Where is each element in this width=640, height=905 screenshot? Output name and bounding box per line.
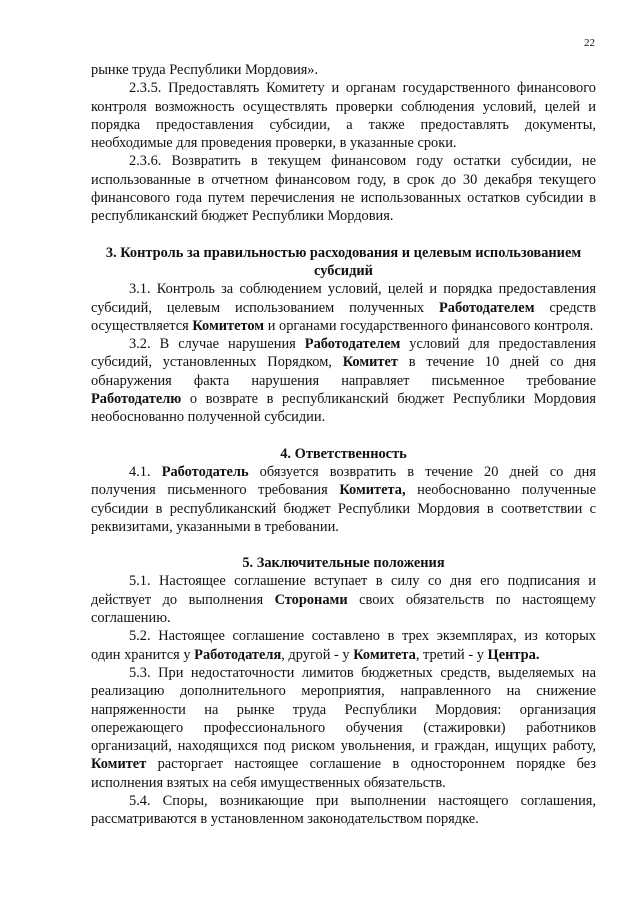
text-run: средств осуществляется: [91, 299, 596, 334]
paragraph-5-4: 5.4. Споры, возникающие при выполнении настоящего соглашения, рассматриваются в установленном законодательством порядке.: [91, 792, 596, 828]
text-run: 3.2. В случае нарушения: [129, 336, 305, 353]
text-run: о возврате в республиканский бюджет Республики Мордовия необоснованно полученной субсидии.: [91, 391, 596, 426]
bold-term: Работодателя: [194, 646, 282, 663]
paragraph-3-1: [91, 280, 596, 335]
text-run: обязуется возвратить в течение 20 дней со дня получения письменного требования: [91, 463, 597, 499]
text-run: своих обязательств по настоящему соглашению.: [91, 591, 596, 627]
bold-term: Работодателем: [304, 336, 401, 353]
text-run: 5.1. Настоящее соглашение вступает в силу со дня его подписания и действует до выполнения: [91, 573, 596, 608]
text-run: расторгает настоящее соглашение в одностороннем порядке без исполнения взятых на себя имущественных обязательств.: [91, 756, 596, 791]
bold-term: Сторонами: [274, 591, 348, 608]
text-run: , другой - у: [281, 646, 354, 663]
paragraph-2-3-6: 2.3.6. Возвратить в текущем финансовом году остатки субсидии, не использованные в отчетном финансовом году, в срок до 30 декабря текущего финансового года путем перечисления не использованных остатков субсидии в республиканский бюджет Республики Мордовия.: [91, 153, 596, 225]
paragraph-continuation: рынке труда Республики Мордовия».: [91, 62, 319, 78]
text-run: 5.3. При недостаточности лимитов бюджетных средств, выделяемых на реализацию дополнительного мероприятия, направленного на снижение напряженности на рынке труда Республики Мордовия: организация опережающего профессионального обучения (стажировки) работников организаций, находящихся под риском увольнения, и граждан, ищущих работу,: [91, 664, 596, 755]
bold-term: Работодателем: [439, 299, 535, 316]
paragraph-2-3-5: 2.3.5. Предоставлять Комитету и органам государственного финансового контроля возможность осуществлять проверки соблюдения условий, целей и порядка предоставления субсидии, а также предоставлять документы, необходимые для проведения проверки, в указанные сроки.: [91, 80, 596, 152]
text-run: 5.2. Настоящее соглашение составлено в трех экземплярах, из которых один хранится у: [91, 628, 596, 663]
document-body: [91, 61, 596, 829]
bold-term: Работодателю: [91, 391, 182, 408]
section-5-heading: 5. Заключительные положения: [242, 555, 445, 572]
bold-term: Центра.: [487, 646, 540, 663]
bold-term: Комитетом: [192, 317, 265, 334]
bold-term: Работодатель: [161, 463, 249, 480]
text-run: 3.1. Контроль за соблюдением условий, целей и порядка предоставления субсидий, целевым использованием полученных: [91, 281, 596, 316]
text-run: необоснованно полученные субсидии в республиканский бюджет Республики Мордовия в соответствии с реквизитами, указанными в требовании.: [91, 482, 596, 535]
paragraph-5-1: [91, 572, 596, 627]
bold-term: Комитета,: [339, 482, 406, 499]
section-3-heading: 3. Контроль за правильностью расходования и целевым использованием субсидий: [105, 244, 582, 279]
section-4-heading: 4. Ответственность: [280, 445, 407, 462]
page-number: 22: [584, 37, 595, 49]
text-run: 4.1.: [129, 463, 162, 480]
text-run: и органами государственного финансового контроля.: [264, 317, 594, 334]
bold-term: Комитет: [342, 354, 398, 371]
text-run: в течение 10 дней со дня обнаружения факта нарушения направляет письменное требование: [91, 354, 596, 389]
paragraph-5-3: [91, 664, 596, 792]
text-run: условий для предоставления субсидий, установленных Порядком,: [91, 336, 596, 371]
bold-term: Комитет: [91, 756, 147, 773]
paragraph-3-2: [91, 335, 596, 426]
paragraph-4-1: [91, 463, 596, 536]
bold-term: Комитета: [353, 646, 416, 663]
text-run: , третий - у: [415, 646, 488, 663]
paragraph-5-2: [91, 627, 596, 664]
